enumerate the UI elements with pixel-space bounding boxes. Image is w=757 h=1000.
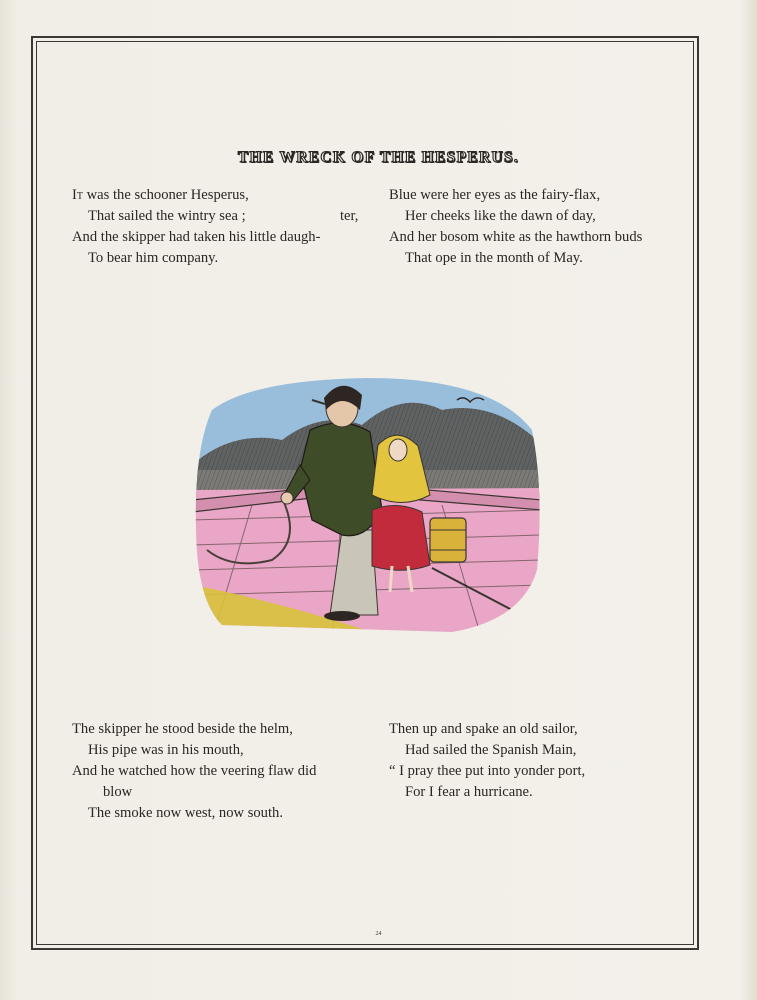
stanza-1 (72, 185, 320, 269)
stanza-3-line-4: blow (103, 784, 133, 800)
stanza-4-line-3: “ I pray thee put into yonder port, (389, 763, 586, 779)
stanza-3-line-2: His pipe was in his mouth, (88, 742, 244, 758)
stanza-2-line-3: And her bosom white as the hawthorn buds (389, 229, 643, 245)
stanza-1-line-2: That sailed the wintry sea ; (88, 208, 246, 224)
stanza-1-line-3: And the skipper had taken his little daugh- (72, 229, 321, 245)
stanza-4-line-1: Then up and spake an old sailor, (389, 721, 578, 737)
stanza-3 (72, 719, 316, 824)
stanza-3-line-5: The smoke now west, now south. (88, 805, 283, 821)
stanza-1-line-1 (72, 185, 320, 206)
poem-title: THE WRECK OF THE HESPERUS. (237, 149, 520, 166)
stanza-1-hyphen-continuation: ter, (340, 208, 359, 224)
stanza-1-line-4: To bear him company. (88, 250, 219, 266)
page-number: 24 (375, 931, 382, 937)
stanza-2-line-1: Blue were her eyes as the fairy-flax, (389, 187, 601, 203)
stanza-1-line-1-text: was the schooner Hesperus, (82, 187, 249, 203)
ship-deck-illustration (192, 370, 542, 640)
stanza-2-line-2: Her cheeks like the dawn of day, (405, 208, 596, 224)
barrel (430, 518, 466, 562)
stanza-3-line-3: And he watched how the veering flaw did (72, 763, 317, 779)
stanza-3-line-1: The skipper he stood beside the helm, (72, 721, 293, 737)
stanza-2-line-4: That ope in the month of May. (405, 250, 583, 266)
stanza-4 (389, 719, 585, 803)
stanza-4-line-4: For I fear a hurricane. (405, 784, 533, 800)
drop-word: It (72, 187, 83, 203)
stanza-2 (389, 185, 642, 269)
stanza-4-line-2: Had sailed the Spanish Main, (405, 742, 577, 758)
